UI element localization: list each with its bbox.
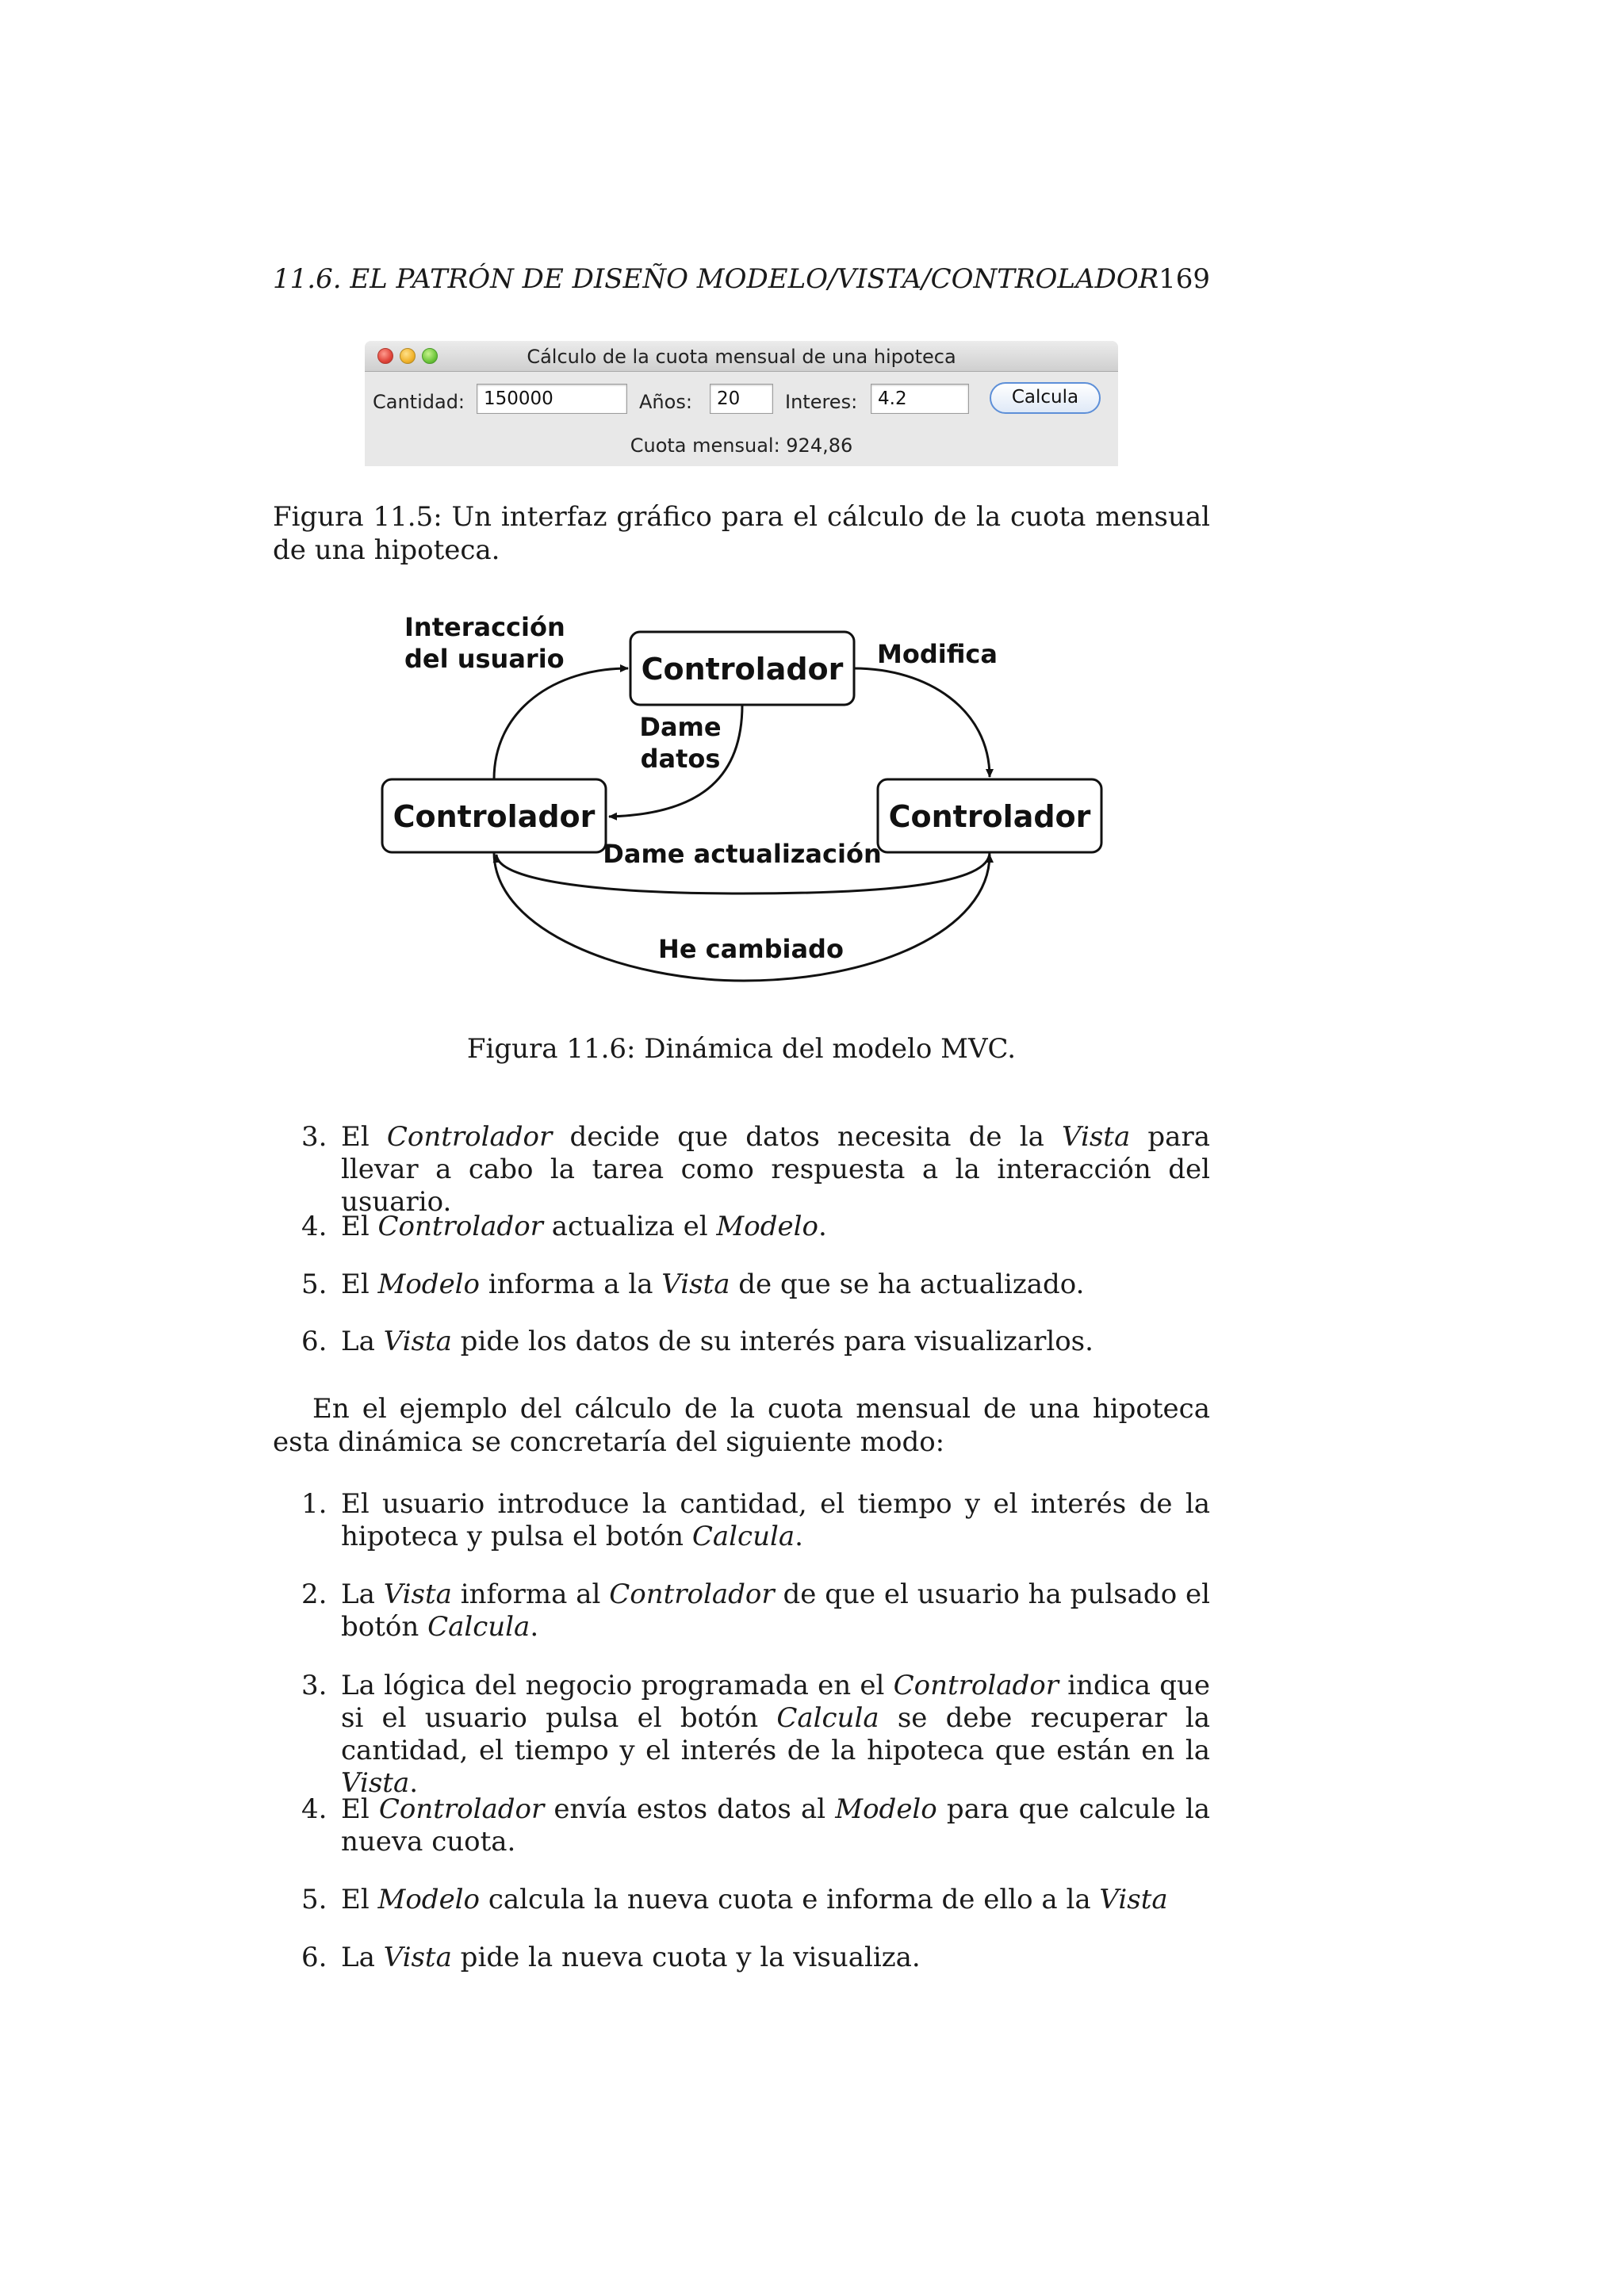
he-cambiado-label: He cambiado bbox=[658, 934, 844, 964]
window-titlebar bbox=[365, 341, 1118, 372]
window-title: Cálculo de la cuota mensual de una hipoteca bbox=[527, 346, 956, 368]
figure-caption-11-5: Figura 11.5: Un interfaz gráfico para el cálculo de la cuota mensual de una hipoteca. bbox=[273, 501, 1210, 566]
cantidad-input[interactable]: 150000 bbox=[477, 384, 627, 414]
running-header bbox=[273, 263, 1210, 303]
list-item-text: El usuario introduce la cantidad, el tiempo y el interés de la hipoteca y pulsa el botón Calcula. bbox=[341, 1488, 1210, 1552]
dame-actualizacion-label: Dame actualización bbox=[603, 839, 882, 869]
list-item-text: El Controlador envía estos datos al Modelo para que calcule la nueva cuota. bbox=[341, 1793, 1210, 1858]
right-box-label: Controlador bbox=[888, 799, 1091, 834]
list-item-text: La Vista informa al Controlador de que el usuario ha pulsado el botón Calcula. bbox=[341, 1578, 1211, 1643]
cantidad-label: Cantidad: bbox=[373, 391, 465, 413]
list-item-text: El Controlador actualiza el Modelo. bbox=[341, 1211, 827, 1242]
anos-input[interactable]: 20 bbox=[710, 384, 773, 414]
list-item-number: 1. bbox=[301, 1488, 327, 1520]
interaction-arrow bbox=[494, 668, 628, 779]
interes-input[interactable]: 4.2 bbox=[871, 384, 969, 414]
dame-datos-label-line2: datos bbox=[640, 744, 721, 774]
list-item-text: El Modelo informa a la Vista de que se ha actualizado. bbox=[341, 1269, 1085, 1300]
page-number: 169 bbox=[1159, 263, 1210, 295]
list-item-number: 3. bbox=[301, 1121, 327, 1153]
list-item-text: El Modelo calcula la nueva cuota e informa de ello a la Vista bbox=[341, 1884, 1168, 1915]
list-item-number: 3. bbox=[301, 1670, 327, 1701]
left-box-label: Controlador bbox=[393, 799, 596, 834]
interaccion-label-line1: Interacción bbox=[404, 612, 565, 642]
interaccion-label-line2: del usuario bbox=[404, 644, 565, 674]
list-item-number: 6. bbox=[301, 1942, 327, 1973]
figure-caption-11-6: Figura 11.6: Dinámica del modelo MVC. bbox=[466, 1033, 1017, 1065]
list-item-text: El Controlador decide que datos necesita de la Vista para llevar a cabo la tarea como respuesta a la interacción del usuario. bbox=[341, 1121, 1210, 1218]
list-item-number: 4. bbox=[301, 1211, 327, 1242]
modifica-arrow bbox=[854, 668, 990, 777]
list-item-number: 4. bbox=[301, 1793, 327, 1825]
top-box-label: Controlador bbox=[641, 652, 844, 687]
header-title: 11.6. EL PATRÓN DE DISEÑO MODELO/VISTA/CONTROLADOR bbox=[273, 263, 1159, 295]
interes-label: Interes: bbox=[785, 391, 858, 413]
dame-datos-label-line1: Dame bbox=[639, 712, 722, 742]
mvc-diagram bbox=[373, 599, 1122, 987]
list-item-text: La lógica del negocio programada en el Controlador indica que si el usuario pulsa el botón Calcula se debe recuperar la cantidad, el tiempo y el interés de la hipoteca que están en la Vista. bbox=[341, 1670, 1210, 1799]
list-item-number: 2. bbox=[301, 1578, 327, 1610]
body-paragraph: En el ejemplo del cálculo de la cuota mensual de una hipoteca esta dinámica se concretaría del siguiente modo: bbox=[273, 1393, 1210, 1458]
list-item-number: 5. bbox=[301, 1269, 327, 1300]
list-item-text: La Vista pide los datos de su interés para visualizarlos. bbox=[341, 1326, 1094, 1357]
list-item-number: 5. bbox=[301, 1884, 327, 1915]
mortgage-calculator-window bbox=[365, 341, 1118, 466]
anos-label: Años: bbox=[639, 391, 692, 413]
list-item-text: La Vista pide la nueva cuota y la visualiza. bbox=[341, 1942, 921, 1973]
cuota-result: Cuota mensual: 924,86 bbox=[630, 434, 853, 457]
modifica-label: Modifica bbox=[877, 639, 998, 669]
calcula-button[interactable]: Calcula bbox=[990, 382, 1101, 414]
list-item-number: 6. bbox=[301, 1326, 327, 1357]
